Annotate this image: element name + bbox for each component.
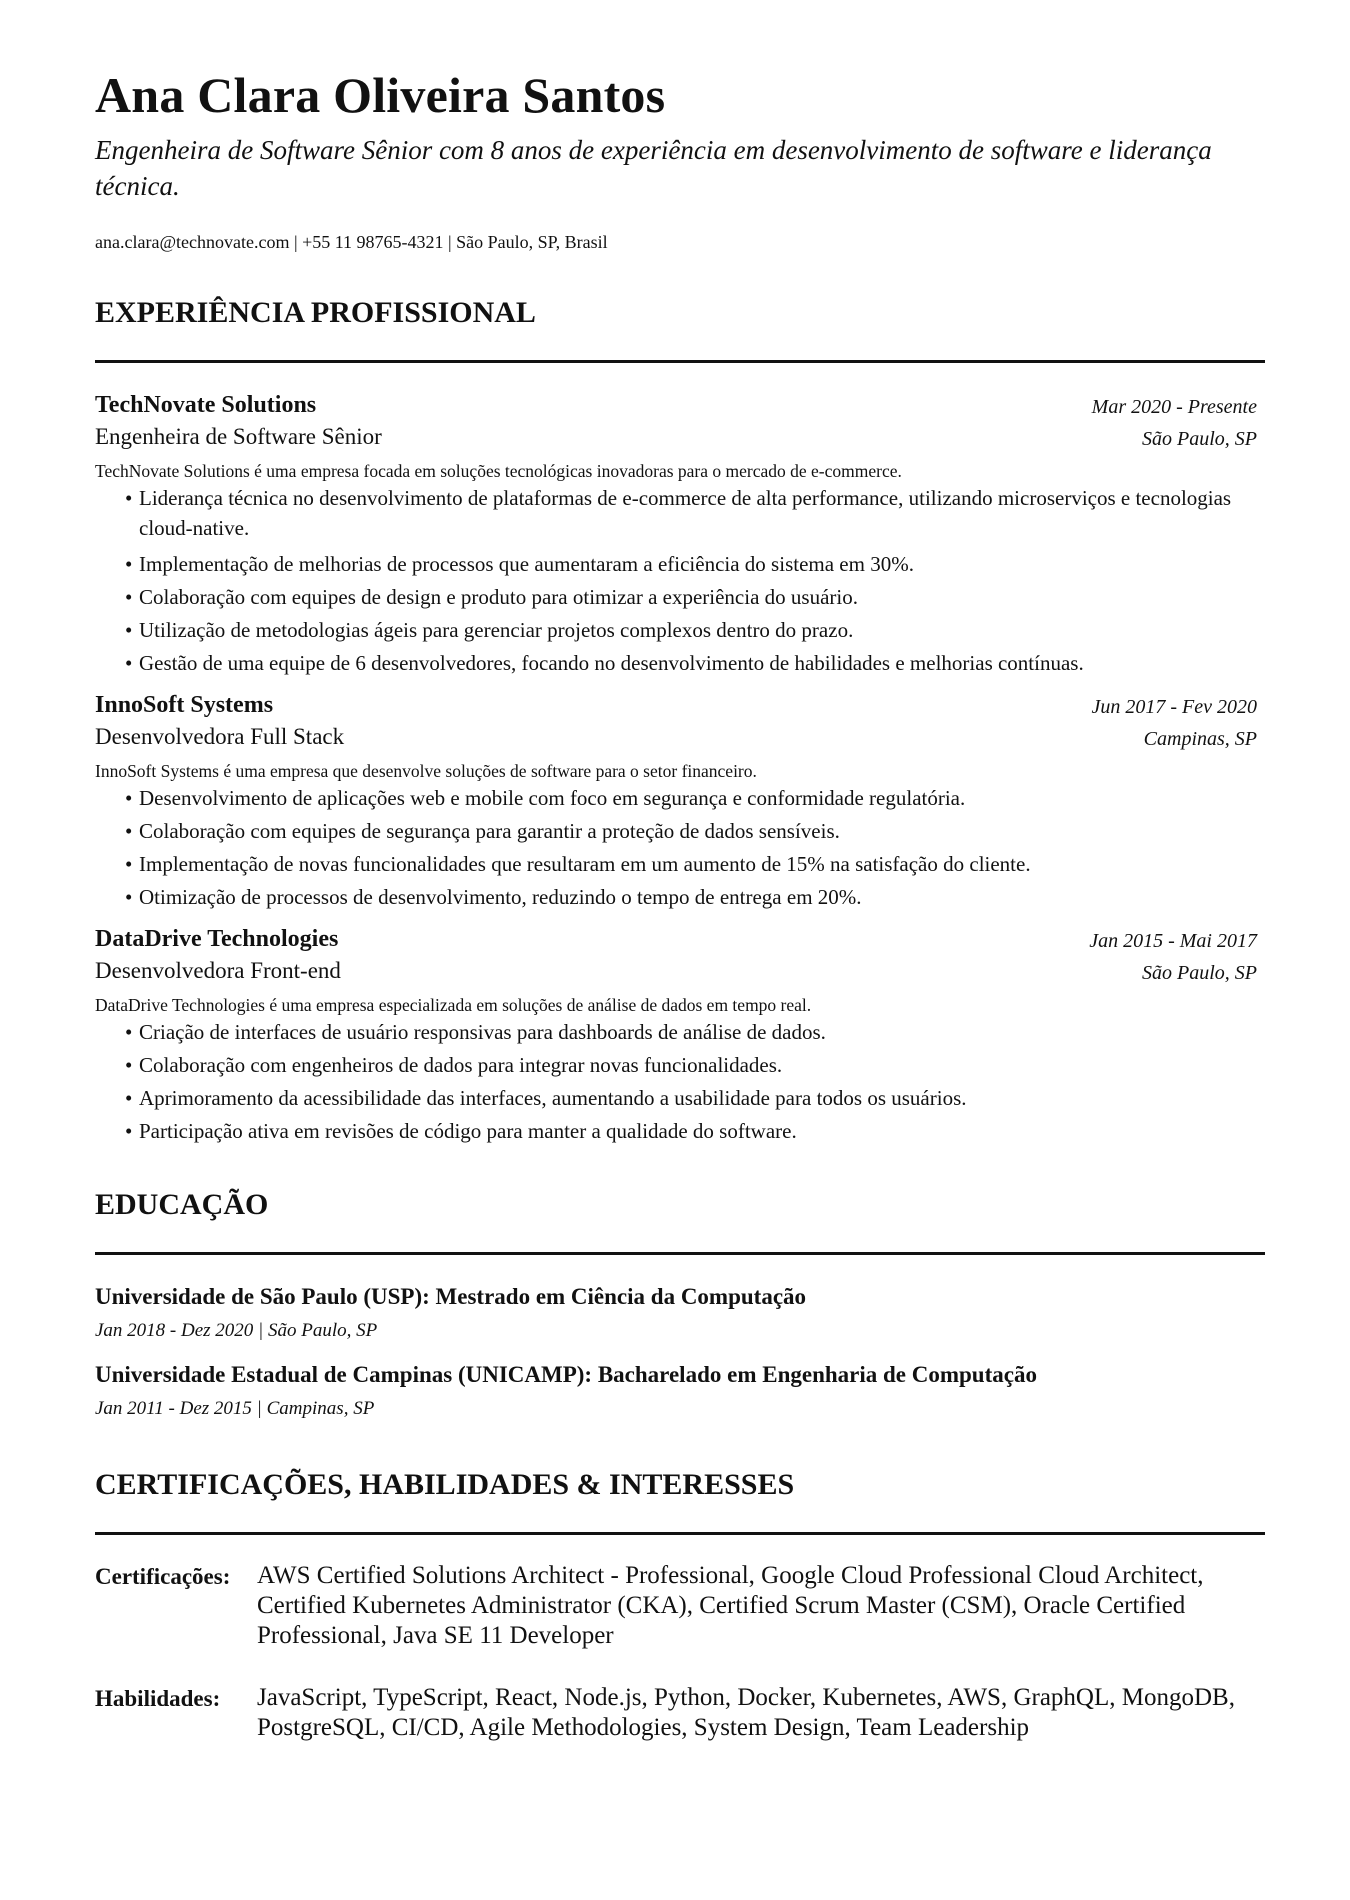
job-company: DataDrive Technologies: [95, 926, 339, 952]
job-bullet: • Participação ativa em revisões de código para manter a qualidade do software.: [125, 1116, 1265, 1146]
education-title: Universidade Estadual de Campinas (UNICAMP): Bacharelado em Engenharia de Computação: [95, 1362, 1037, 1387]
certifications-value: AWS Certified Solutions Architect - Professional, Google Cloud Professional Cloud Architect, Certified Kubernetes Administrator (CKA), Certified Scrum Master (CSM), Oracle Certified Professional, Java SE 11 Developer: [257, 1562, 1204, 1649]
job-bullets: [125, 483, 1265, 678]
job-description: DataDrive Technologies é uma empresa especializada em soluções de análise de dados em tempo real.: [95, 995, 812, 1015]
job-location: São Paulo, SP: [1142, 428, 1257, 450]
job-bullet: • Utilização de metodologias ágeis para gerenciar projetos complexos dentro do prazo.: [125, 615, 1265, 645]
education-meta: Jan 2018 - Dez 2020 | São Paulo, SP: [95, 1320, 378, 1341]
job-bullets: [125, 783, 1265, 912]
section-divider: [95, 360, 1265, 363]
job-description: TechNovate Solutions é uma empresa focada em soluções tecnológicas inovadoras para o mercado de e-commerce.: [95, 461, 902, 481]
job-bullet: • Colaboração com equipes de design e produto para otimizar a experiência do usuário.: [125, 582, 1265, 612]
job-bullet: • Colaboração com engenheiros de dados para integrar novas funcionalidades.: [125, 1050, 1265, 1080]
certifications-label: Certificações:: [95, 1564, 231, 1589]
job-description: InnoSoft Systems é uma empresa que desenvolve soluções de software para o setor financeiro.: [95, 761, 757, 781]
job-bullet: • Colaboração com equipes de segurança para garantir a proteção de dados sensíveis.: [125, 816, 1265, 846]
candidate-summary: Engenheira de Software Sênior com 8 anos de experiência em desenvolvimento de software e liderança técnica.: [95, 135, 1212, 201]
job-location: Campinas, SP: [1143, 728, 1257, 750]
section-divider: [95, 1252, 1265, 1255]
skills-label: Habilidades:: [95, 1686, 221, 1711]
job-title: Engenheira de Software Sênior: [95, 424, 382, 449]
skills-heading: CERTIFICAÇÕES, HABILIDADES & INTERESSES: [95, 1468, 795, 1501]
job-bullet: • Implementação de novas funcionalidades que resultaram em um aumento de 15% na satisfação do cliente.: [125, 849, 1265, 879]
job-title: Desenvolvedora Full Stack: [95, 724, 345, 749]
job-bullet: • Desenvolvimento de aplicações web e mobile com foco em segurança e conformidade regulatória.: [125, 783, 1265, 813]
job-date: Jan 2015 - Mai 2017: [1089, 930, 1257, 952]
section-divider: [95, 1532, 1265, 1535]
education-title: Universidade de São Paulo (USP): Mestrado em Ciência da Computação: [95, 1284, 807, 1309]
job-company: TechNovate Solutions: [95, 392, 317, 418]
job-date: Mar 2020 - Presente: [1091, 396, 1257, 418]
job-company: InnoSoft Systems: [95, 692, 274, 718]
job-title: Desenvolvedora Front-end: [95, 958, 341, 983]
job-bullets: [125, 1017, 1265, 1146]
education-heading: EDUCAÇÃO: [95, 1188, 269, 1221]
contact-line: ana.clara@technovate.com | +55 11 98765-4321 | São Paulo, SP, Brasil: [95, 232, 608, 252]
education-meta: Jan 2011 - Dez 2015 | Campinas, SP: [95, 1398, 375, 1419]
job-bullet: • Gestão de uma equipe de 6 desenvolvedores, focando no desenvolvimento de habilidades e melhorias contínuas.: [125, 648, 1265, 678]
experience-heading: EXPERIÊNCIA PROFISSIONAL: [95, 296, 536, 329]
job-date: Jun 2017 - Fev 2020: [1091, 696, 1257, 718]
job-bullet: • Otimização de processos de desenvolvimento, reduzindo o tempo de entrega em 20%.: [125, 882, 1265, 912]
job-bullet: • Criação de interfaces de usuário responsivas para dashboards de análise de dados.: [125, 1017, 1265, 1047]
job-location: São Paulo, SP: [1142, 962, 1257, 984]
skills-value: JavaScript, TypeScript, React, Node.js, Python, Docker, Kubernetes, AWS, GraphQL, MongoDB, PostgreSQL, CI/CD, Agile Methodologies, System Design, Team Leadership: [257, 1684, 1235, 1741]
job-bullet: • Aprimoramento da acessibilidade das interfaces, aumentando a usabilidade para todos os usuários.: [125, 1083, 1265, 1113]
candidate-name: Ana Clara Oliveira Santos: [95, 67, 666, 123]
job-bullet: • Implementação de melhorias de processos que aumentaram a eficiência do sistema em 30%.: [125, 549, 1265, 579]
job-bullet: • Liderança técnica no desenvolvimento de plataformas de e-commerce de alta performance, utilizando microserviços e tecnologias cloud-native.: [125, 483, 1265, 543]
